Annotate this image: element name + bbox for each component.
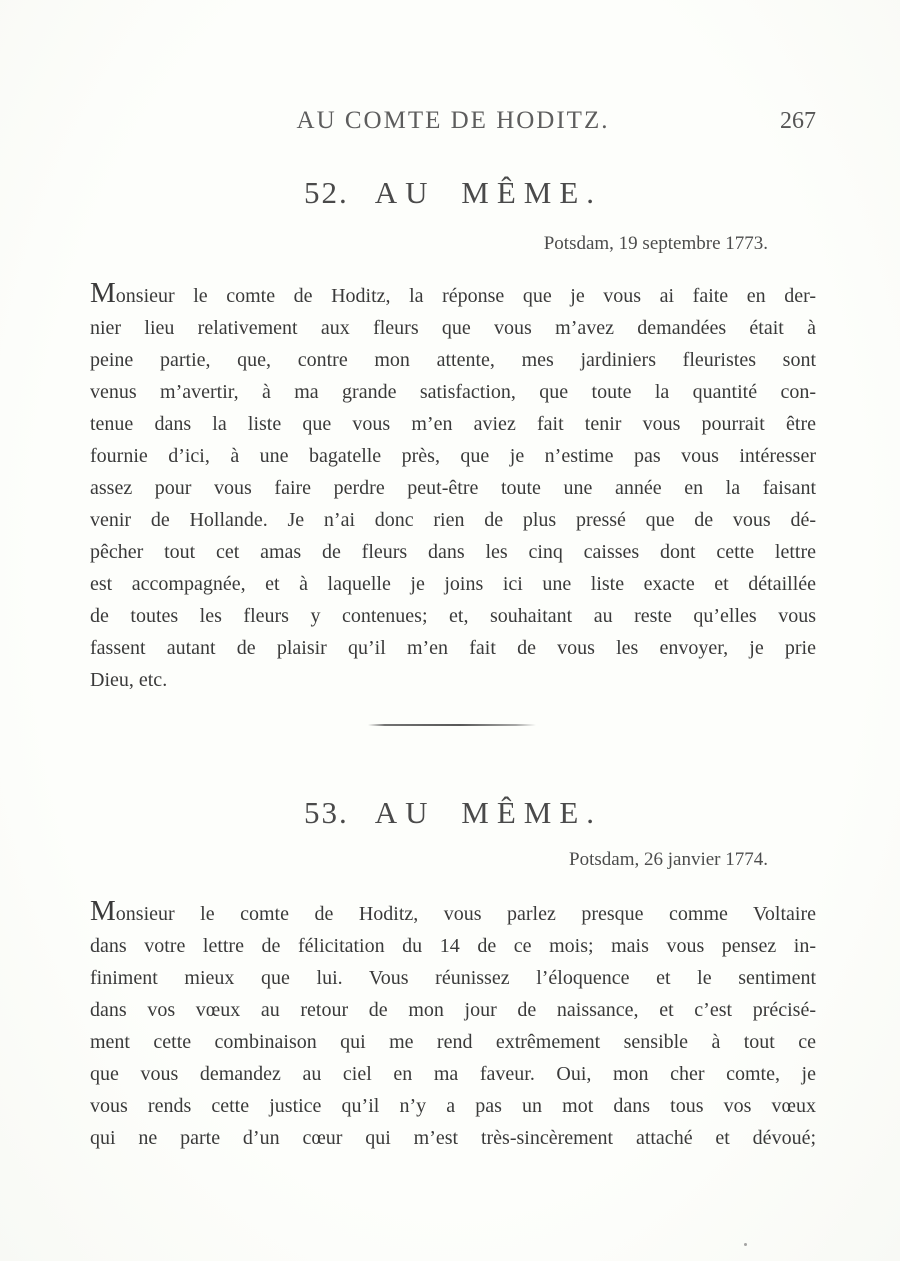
text-line: Monsieur le comte de Hoditz, vous parlez presque comme Voltaire	[90, 895, 816, 927]
text-line: dans vos vœux au retour de mon jour de naissance, et c’est précisé-	[90, 999, 816, 1021]
text-line: qui ne parte d’un cœur qui m’est très-sincèrement attaché et dévoué;	[90, 1127, 816, 1149]
letter-52-number: 52.	[303, 175, 349, 210]
section-divider	[368, 724, 536, 726]
text-line: dans votre lettre de félicitation du 14 de ce mois; mais vous pensez in-	[90, 935, 816, 957]
letter-52-heading	[90, 175, 816, 211]
text-line: de toutes les fleurs y contenues; et, souhaitant au reste qu’elles vous	[90, 605, 816, 627]
text-line: fournie d’ici, à une bagatelle près, que je n’estime pas vous intéresser	[90, 445, 816, 467]
scan-speck-artifact	[744, 1243, 747, 1246]
text-line: nier lieu relativement aux fleurs que vous m’avez demandées était à	[90, 317, 816, 339]
text-line: vous rends cette justice qu’il n’y a pas un mot dans tous vos vœux	[90, 1095, 816, 1117]
text-line: que vous demandez au ciel en ma faveur. Oui, mon cher comte, je	[90, 1063, 816, 1085]
text-line: assez pour vous faire perdre peut-être toute une année en la faisant	[90, 477, 816, 499]
text-line: tenue dans la liste que vous m’en aviez fait tenir vous pourrait être	[90, 413, 816, 435]
letter-52-title: AU MÊME.	[374, 175, 603, 210]
text-line: venir de Hollande. Je n’ai donc rien de plus pressé que de vous dé-	[90, 509, 816, 531]
running-header	[90, 106, 816, 136]
letter-53-number: 53.	[303, 795, 349, 830]
text-line: finiment mieux que lui. Vous réunissez l’éloquence et le sentiment	[90, 967, 816, 989]
text-line: pêcher tout cet amas de fleurs dans les cinq caisses dont cette lettre	[90, 541, 816, 563]
text-line: venus m’avertir, à ma grande satisfaction, que toute la quantité con-	[90, 381, 816, 403]
letter-53-heading	[90, 795, 816, 831]
text-line: ment cette combinaison qui me rend extrêmement sensible à tout ce	[90, 1031, 816, 1053]
text-line: est accompagnée, et à laquelle je joins ici une liste exacte et détaillée	[90, 573, 816, 595]
letter-53-title: AU MÊME.	[374, 795, 603, 830]
text-line: Dieu, etc.	[90, 669, 168, 691]
text-line: Monsieur le comte de Hoditz, la réponse que je vous ai faite en der-	[90, 277, 816, 309]
page-number: 267	[780, 108, 816, 134]
letter-53-dateline: Potsdam, 26 janvier 1774.	[569, 849, 768, 870]
letter-53-body	[90, 895, 816, 1154]
letter-52-dateline: Potsdam, 19 septembre 1773.	[543, 233, 768, 254]
letter-52-body	[90, 277, 816, 696]
running-header-title: AU COMTE DE HODITZ.	[296, 107, 610, 134]
text-line: fassent autant de plaisir qu’il m’en fait de vous les envoyer, je prie	[90, 637, 816, 659]
text-line: peine partie, que, contre mon attente, mes jardiniers fleuristes sont	[90, 349, 816, 371]
